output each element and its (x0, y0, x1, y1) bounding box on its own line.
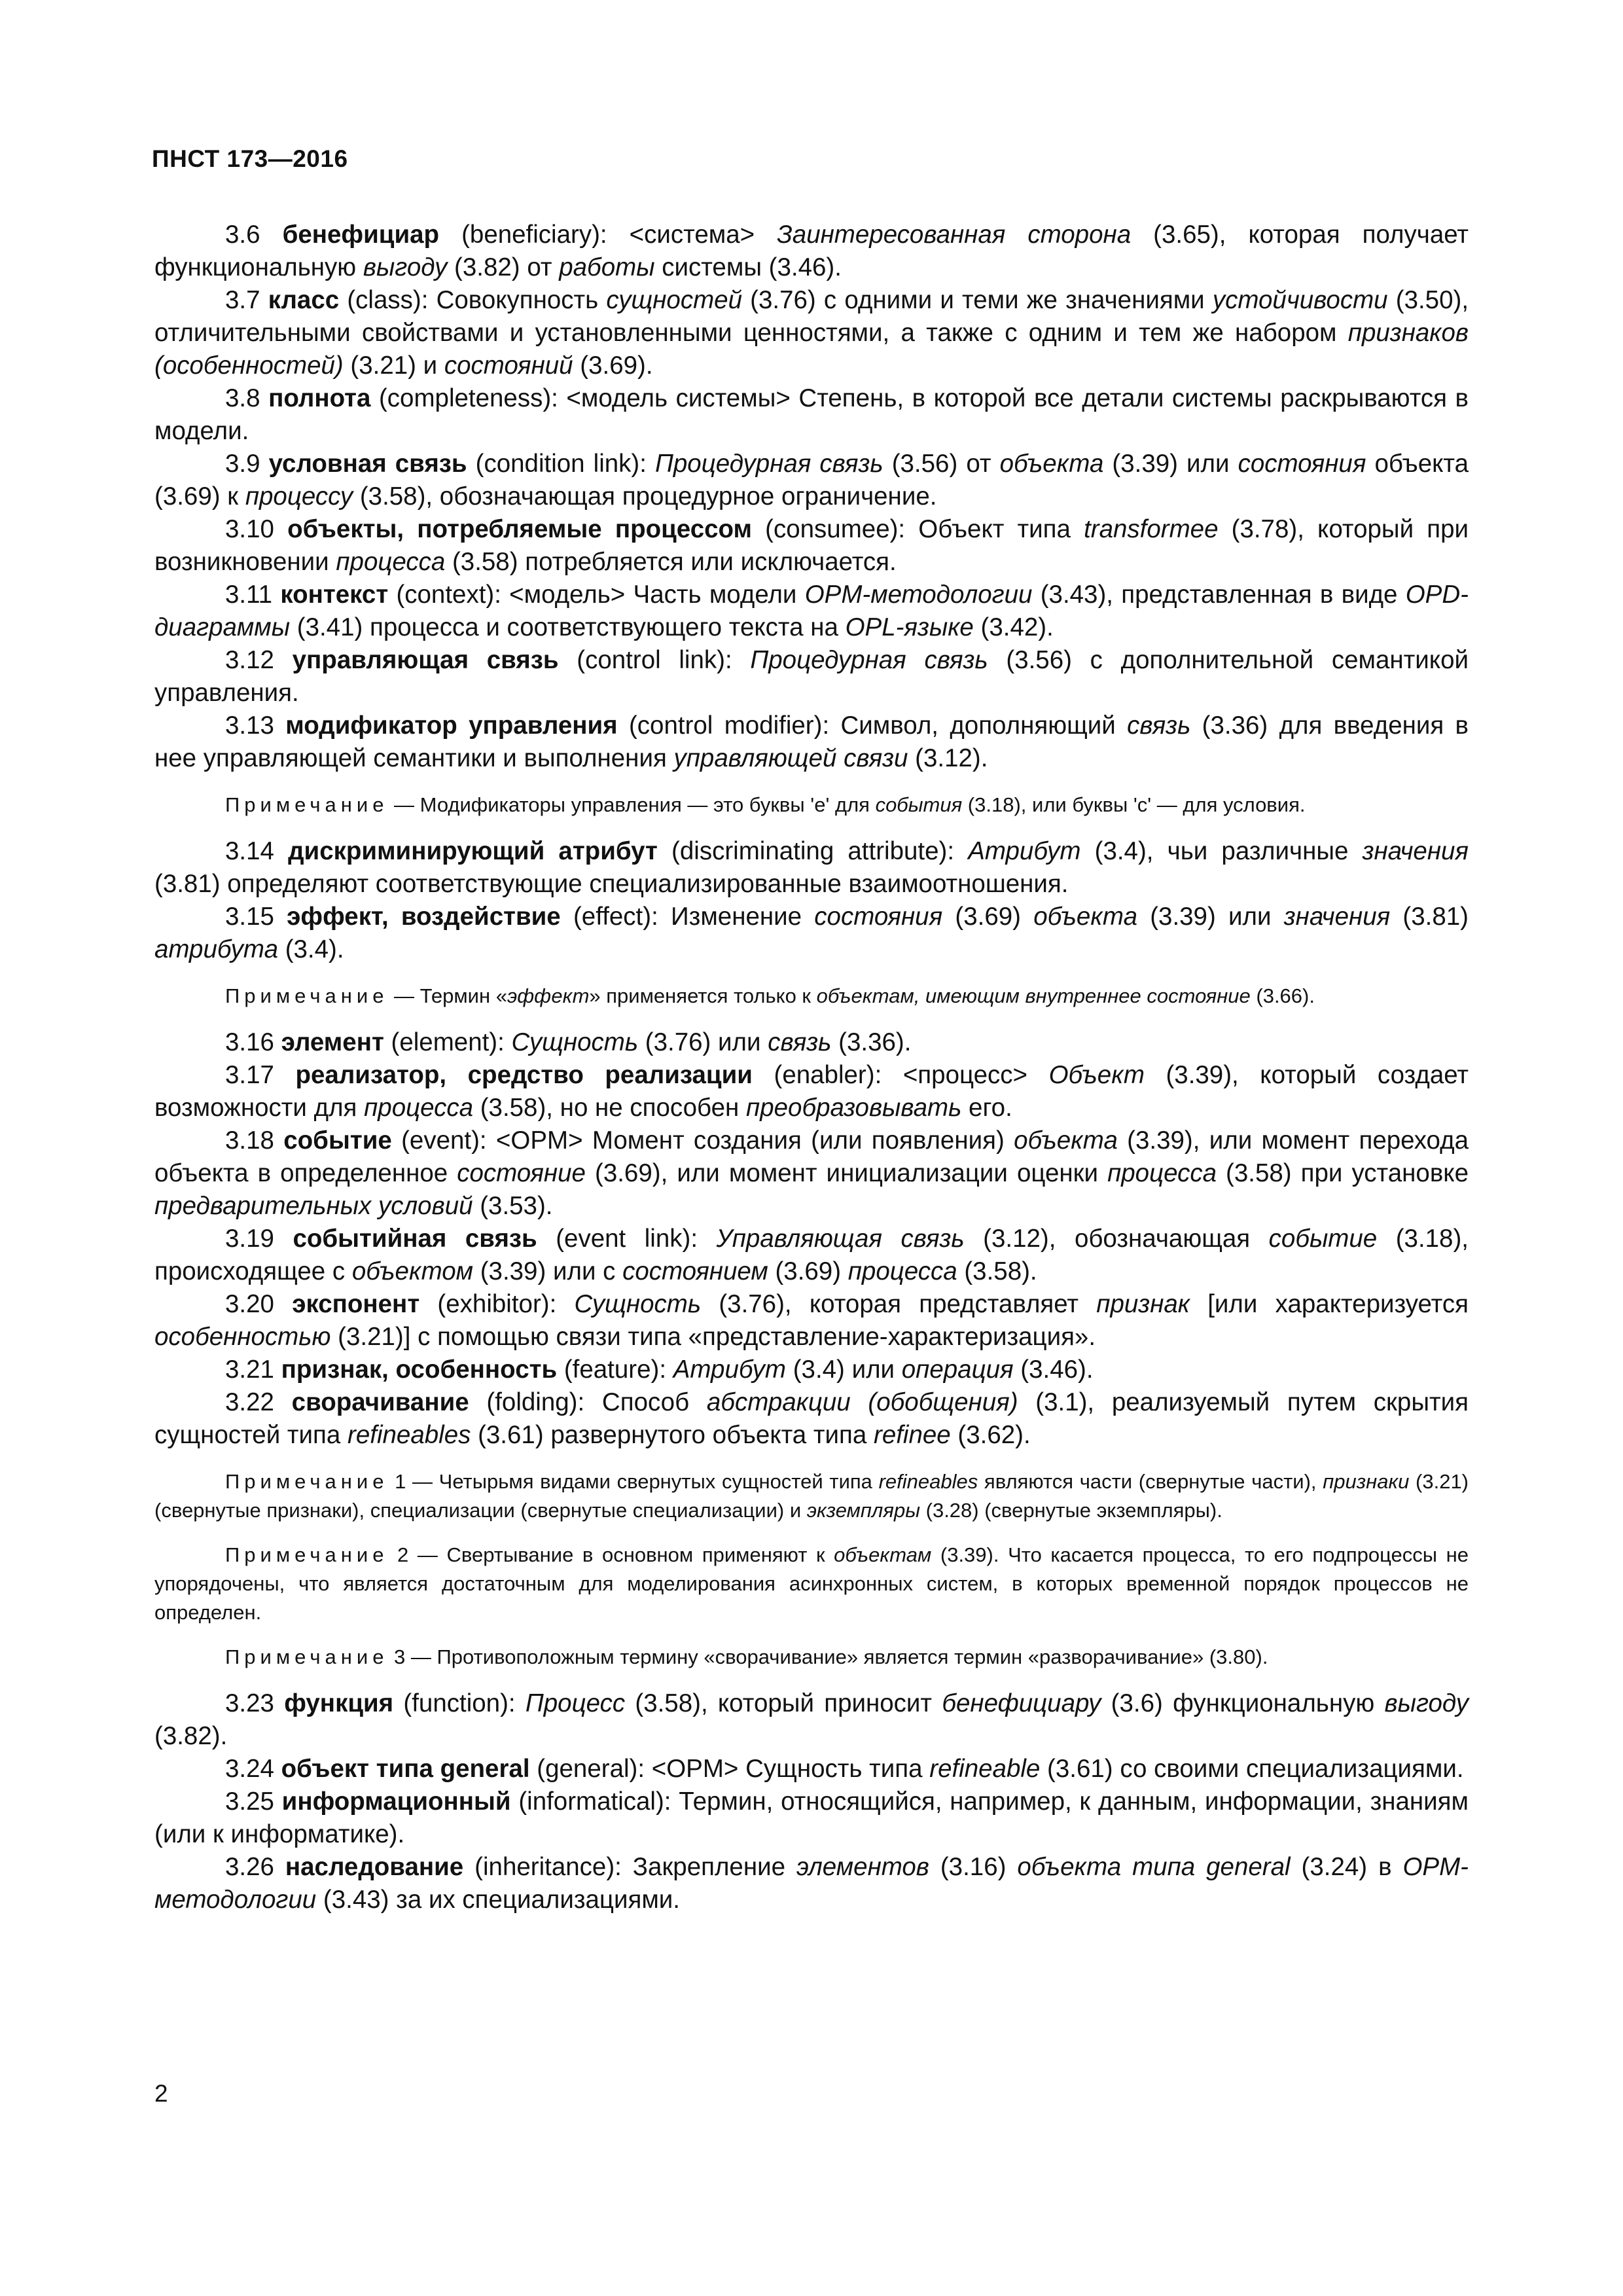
text-run: (informatical): Термин, относящийся, например, к данным, информации, знаниям (или к информатике). (154, 1787, 1469, 1848)
cross-reference-term: предварительных условий (154, 1192, 473, 1220)
cross-reference-term: выгоду (1384, 1689, 1469, 1717)
text-run: (exhibitor): (419, 1290, 575, 1318)
definition-paragraph (154, 513, 1469, 579)
text-run: 3.21 (225, 1355, 281, 1384)
text-run: (3.53). (473, 1192, 553, 1220)
text-run: 3.11 (225, 581, 281, 609)
definition-paragraph (154, 1386, 1469, 1452)
cross-reference-term: управляющей связи (673, 744, 908, 772)
text-run: (3.21)] с помощью связи типа «представление-характеризация». (330, 1323, 1096, 1351)
cross-reference-term: объекта (1014, 1126, 1118, 1155)
text-run: (3.4) или (786, 1355, 902, 1384)
term-name: наследование (285, 1853, 464, 1881)
text-run: 3.20 (225, 1290, 293, 1318)
text-run: 3.26 (225, 1853, 285, 1881)
text-run: (3.39). Что касается процесса, то его подпроцессы не упорядочены, что является достаточным для моделирования асинхронных систем, в которых временной порядок процессов не определен. (154, 1543, 1469, 1624)
document-body (154, 219, 1469, 1916)
term-name: эффект, воздействие (287, 903, 561, 931)
cross-reference-term: transformee (1084, 515, 1219, 543)
note-label: Примечание (225, 1645, 389, 1668)
text-run: (beneficiary): <система> (439, 221, 777, 249)
text-run: » применяется только к (589, 984, 817, 1007)
text-run: (3.12). (908, 744, 988, 772)
text-run: (context): <модель> Часть модели (388, 581, 805, 609)
text-run: (inheritance): Закрепление (463, 1853, 796, 1881)
cross-reference-term: устойчивости (1212, 286, 1388, 314)
definition-paragraph (154, 1026, 1469, 1059)
text-run: — Модификаторы управления — это буквы 'e' для (388, 793, 876, 816)
cross-reference-term: признак (1096, 1290, 1190, 1318)
cross-reference-term: состояния (1238, 450, 1366, 478)
note-paragraph (154, 1541, 1469, 1627)
cross-reference-term: события (875, 793, 963, 816)
cross-reference-term: сущностей (606, 286, 742, 314)
text-run: (3.1), реализуемый путем скрытия сущностей типа (154, 1388, 1469, 1449)
text-run: — Термин « (388, 984, 507, 1007)
text-run: 3.6 (225, 221, 283, 249)
cross-reference-term: значения (1362, 837, 1469, 865)
text-run: (3.81) определяют соответствующие специализированные взаимоотношения. (154, 870, 1069, 898)
cross-reference-term: OPD-диаграммы (154, 581, 1469, 641)
cross-reference-term: Атрибут (673, 1355, 787, 1384)
text-run: (3.50), отличительными свойствами и установленными ценностями, а также с одним и тем же набором (154, 286, 1469, 347)
definition-paragraph (154, 579, 1469, 644)
definition-paragraph (154, 1223, 1469, 1288)
definition-paragraph (154, 1059, 1469, 1124)
cross-reference-term: работы (559, 253, 655, 281)
cross-reference-term: абстракции (обобщения) (706, 1388, 1018, 1416)
term-name: модификатор управления (285, 711, 618, 740)
text-run: (general): <OPM> Сущность типа (529, 1755, 930, 1783)
definition-paragraph (154, 709, 1469, 775)
term-name: объекты, потребляемые процессом (287, 515, 753, 543)
cross-reference-term: бенефициару (942, 1689, 1101, 1717)
text-run: 3.14 (225, 837, 289, 865)
term-name: элемент (281, 1028, 384, 1056)
text-run: (control modifier): Символ, дополняющий (617, 711, 1128, 740)
definition-paragraph (154, 835, 1469, 901)
text-run: (3.58), но не способен (473, 1094, 747, 1122)
cross-reference-term: Заинтересованная сторона (777, 221, 1132, 249)
cross-reference-term: состояний (444, 351, 573, 380)
text-run: (3.76) или (638, 1028, 768, 1056)
text-run: 3.25 (225, 1787, 282, 1816)
text-run: (3.16) (929, 1853, 1018, 1881)
cross-reference-term: объектам, имеющим внутреннее состояние (816, 984, 1251, 1007)
text-run: (3.39) или с (473, 1257, 623, 1285)
definition-paragraph (154, 219, 1469, 284)
term-name: бенефициар (282, 221, 440, 249)
text-run: (control link): (558, 646, 751, 674)
text-run: (3.58) потребляется или исключается. (445, 548, 897, 576)
text-run: 3.7 (225, 286, 268, 314)
definition-paragraph (154, 1753, 1469, 1785)
note-label: Примечание (225, 1470, 389, 1493)
text-run: (3.43) за их специализациями. (316, 1886, 680, 1914)
text-run: являются части (свернутые части), (978, 1470, 1323, 1493)
text-run: 3.13 (225, 711, 286, 740)
text-run: (feature): (557, 1355, 673, 1384)
page-number: 2 (154, 2080, 168, 2107)
text-run: 3.9 (225, 450, 269, 478)
cross-reference-term: Атрибут (968, 837, 1081, 865)
text-run: (3.56) с дополнительной семантикой управления. (154, 646, 1469, 707)
term-name: объект типа general (281, 1755, 530, 1783)
text-run: 3.22 (225, 1388, 292, 1416)
text-run: (3.65), которая получает функциональную (154, 221, 1469, 281)
term-name: контекст (280, 581, 389, 609)
cross-reference-term: выгоду (363, 253, 448, 281)
term-name: условная связь (268, 450, 467, 478)
term-name: событие (283, 1126, 392, 1155)
term-name: событийная связь (293, 1225, 537, 1253)
cross-reference-term: признаки (1323, 1470, 1410, 1493)
text-run: объекта (3.69) к (154, 450, 1469, 511)
cross-reference-term: состояние (457, 1159, 586, 1187)
note-paragraph (154, 982, 1469, 1011)
term-name: реализатор, средство реализации (295, 1061, 753, 1089)
definition-paragraph (154, 1288, 1469, 1354)
text-run: (enabler): <процесс> (752, 1061, 1049, 1089)
cross-reference-term: refineables (878, 1470, 978, 1493)
text-run: (3.76), которая представляет (701, 1290, 1097, 1318)
text-run: (3.18), или буквы 'c' — для условия. (962, 793, 1306, 816)
definition-paragraph (154, 1785, 1469, 1851)
text-run: (3.12), обозначающая (964, 1225, 1269, 1253)
text-run: (3.39) или (1103, 450, 1238, 478)
definition-paragraph (154, 1354, 1469, 1386)
term-name: функция (284, 1689, 394, 1717)
text-run: (3.82). (154, 1722, 228, 1750)
text-run: (3.82) от (447, 253, 560, 281)
text-run: (3.58), обозначающая процедурное ограничение. (353, 482, 937, 511)
text-run: (3.36) для введения в нее управляющей семантики и выполнения (154, 711, 1469, 772)
cross-reference-term: процесса (364, 1094, 474, 1122)
text-run: (3.39), который создает возможности для (154, 1061, 1469, 1122)
text-run: (3.4). (278, 935, 344, 963)
cross-reference-term: состояния (814, 903, 943, 931)
text-run: (3.61) со своими специализациями. (1040, 1755, 1464, 1783)
text-run: [или характеризуется (1189, 1290, 1469, 1318)
cross-reference-term: refineable (929, 1755, 1041, 1783)
cross-reference-term: Процедурная связь (654, 450, 883, 478)
term-name: признак, особенность (281, 1355, 558, 1384)
term-name: дискриминирующий атрибут (288, 837, 658, 865)
cross-reference-term: значения (1283, 903, 1391, 931)
text-run: (element): (383, 1028, 512, 1056)
text-run: (consumee): Объект типа (752, 515, 1084, 543)
text-run: (3.42). (973, 613, 1054, 641)
note-paragraph (154, 1643, 1469, 1672)
text-run: (effect): Изменение (560, 903, 815, 931)
note-paragraph (154, 1467, 1469, 1525)
definition-paragraph (154, 644, 1469, 709)
text-run: 2 — Свертывание в основном применяют к (388, 1543, 834, 1566)
text-run: (3.58) при установке (1216, 1159, 1469, 1187)
definition-paragraph (154, 901, 1469, 966)
text-run: 3.18 (225, 1126, 284, 1155)
text-run: (3.4), чьи различные (1080, 837, 1363, 865)
cross-reference-term: Процедурная связь (750, 646, 988, 674)
document-header: ПНСТ 173—2016 (152, 145, 348, 172)
text-run: (3.69), или момент инициализации оценки (585, 1159, 1108, 1187)
text-run: (3.39), или момент перехода объекта в определенное (154, 1126, 1469, 1187)
text-run: (function): (393, 1689, 526, 1717)
term-name: информационный (281, 1787, 511, 1816)
cross-reference-term: объектам (834, 1543, 932, 1566)
cross-reference-term: Объект (1048, 1061, 1145, 1089)
cross-reference-term: Процесс (525, 1689, 626, 1717)
text-run: (3.28) (свернутые экземпляры). (920, 1499, 1222, 1522)
cross-reference-term: экземпляры (806, 1499, 921, 1522)
text-run: 3.10 (225, 515, 288, 543)
cross-reference-term: особенностью (154, 1323, 331, 1351)
text-run: (completeness): <модель системы> Степень, в которой все детали системы раскрываются в модели. (154, 384, 1469, 445)
cross-reference-term: refineables (348, 1421, 471, 1449)
text-run: (3.46). (1013, 1355, 1094, 1384)
cross-reference-term: refinee (874, 1421, 951, 1449)
cross-reference-term: объекта (999, 450, 1104, 478)
cross-reference-term: операция (901, 1355, 1014, 1384)
text-run: (3.76) с одними и теми же значениями (741, 286, 1213, 314)
term-name: сворачивание (291, 1388, 469, 1416)
text-run: 1 — Четырьмя видами свернутых сущностей типа (388, 1470, 879, 1493)
text-run: (event): <OPM> Момент создания (или появления) (391, 1126, 1014, 1155)
cross-reference-term: признаков (особенностей) (154, 319, 1469, 380)
text-run: (3.24) в (1290, 1853, 1403, 1881)
term-name: экспонент (292, 1290, 420, 1318)
text-run: 3 — Противоположным термину «сворачивание» является термин «разворачивание» (3.80). (388, 1645, 1268, 1668)
cross-reference-term: эффект (507, 984, 590, 1007)
text-run: (3.36). (831, 1028, 912, 1056)
text-run: (3.21) и (343, 351, 444, 380)
note-label: Примечание (225, 1543, 389, 1566)
text-run: (folding): Способ (469, 1388, 707, 1416)
cross-reference-term: OPM-методологии (804, 581, 1033, 609)
cross-reference-term: OPM-методологии (154, 1853, 1469, 1914)
definition-paragraph (154, 1687, 1469, 1753)
cross-reference-term: процессу (245, 482, 353, 511)
cross-reference-term: атрибута (154, 935, 278, 963)
text-run: (event link): (537, 1225, 717, 1253)
definition-paragraph (154, 382, 1469, 448)
definition-paragraph (154, 1124, 1469, 1223)
term-name: класс (268, 286, 340, 314)
text-run: его. (961, 1094, 1012, 1122)
term-name: полнота (268, 384, 371, 412)
text-run: (3.62). (950, 1421, 1031, 1449)
cross-reference-term: элементов (796, 1853, 929, 1881)
text-run: (condition link): (467, 450, 655, 478)
text-run: (3.18), происходящее с (154, 1225, 1469, 1285)
cross-reference-term: объекта (1033, 903, 1137, 931)
text-run: 3.16 (225, 1028, 281, 1056)
cross-reference-term: состоянием (622, 1257, 768, 1285)
text-run: 3.17 (225, 1061, 296, 1089)
definition-paragraph (154, 1851, 1469, 1916)
text-run: (3.56) от (883, 450, 1000, 478)
text-run: (discriminating attribute): (657, 837, 969, 865)
note-paragraph (154, 791, 1469, 819)
definition-paragraph (154, 448, 1469, 513)
text-run: (3.58). (957, 1257, 1037, 1285)
note-label: Примечание (225, 793, 389, 816)
cross-reference-term: процесса (336, 548, 446, 576)
text-run: (3.69). (573, 351, 653, 380)
cross-reference-term: процесса (1107, 1159, 1217, 1187)
note-label: Примечание (225, 984, 389, 1007)
text-run: (3.39) или (1137, 903, 1284, 931)
definition-paragraph (154, 284, 1469, 382)
cross-reference-term: объекта типа general (1017, 1853, 1291, 1881)
text-run: (class): Совокупность (339, 286, 607, 314)
text-run: (3.58), который приносит (625, 1689, 942, 1717)
text-run: (3.81) (1390, 903, 1469, 931)
text-run: (3.66). (1250, 984, 1315, 1007)
text-run: (3.41) процесса и соответствующего текста на (290, 613, 846, 641)
text-run: системы (3.46). (654, 253, 842, 281)
text-run: (3.6) функциональную (1101, 1689, 1385, 1717)
cross-reference-term: OPL-языке (845, 613, 974, 641)
text-run: (3.61) развернутого объекта типа (471, 1421, 874, 1449)
cross-reference-term: Сущность (511, 1028, 639, 1056)
cross-reference-term: Сущность (574, 1290, 702, 1318)
cross-reference-term: преобразовывать (746, 1094, 962, 1122)
text-run: (3.69) (942, 903, 1034, 931)
text-run: (3.69) (768, 1257, 848, 1285)
text-run: 3.19 (225, 1225, 293, 1253)
text-run: 3.12 (225, 646, 293, 674)
text-run: 3.8 (225, 384, 269, 412)
text-run: 3.24 (225, 1755, 281, 1783)
text-run: 3.15 (225, 903, 287, 931)
cross-reference-term: связь (768, 1028, 832, 1056)
text-run: (3.21) (свернутые признаки), специализации (свернутые специализации) и (154, 1470, 1469, 1522)
text-run: 3.23 (225, 1689, 285, 1717)
cross-reference-term: объектом (351, 1257, 474, 1285)
cross-reference-term: связь (1127, 711, 1191, 740)
text-run: (3.78), который при возникновении (154, 515, 1469, 576)
text-run: (3.43), представленная в виде (1032, 581, 1406, 609)
cross-reference-term: процесса (847, 1257, 957, 1285)
cross-reference-term: Управляющая связь (716, 1225, 965, 1253)
cross-reference-term: событие (1268, 1225, 1378, 1253)
term-name: управляющая связь (292, 646, 559, 674)
